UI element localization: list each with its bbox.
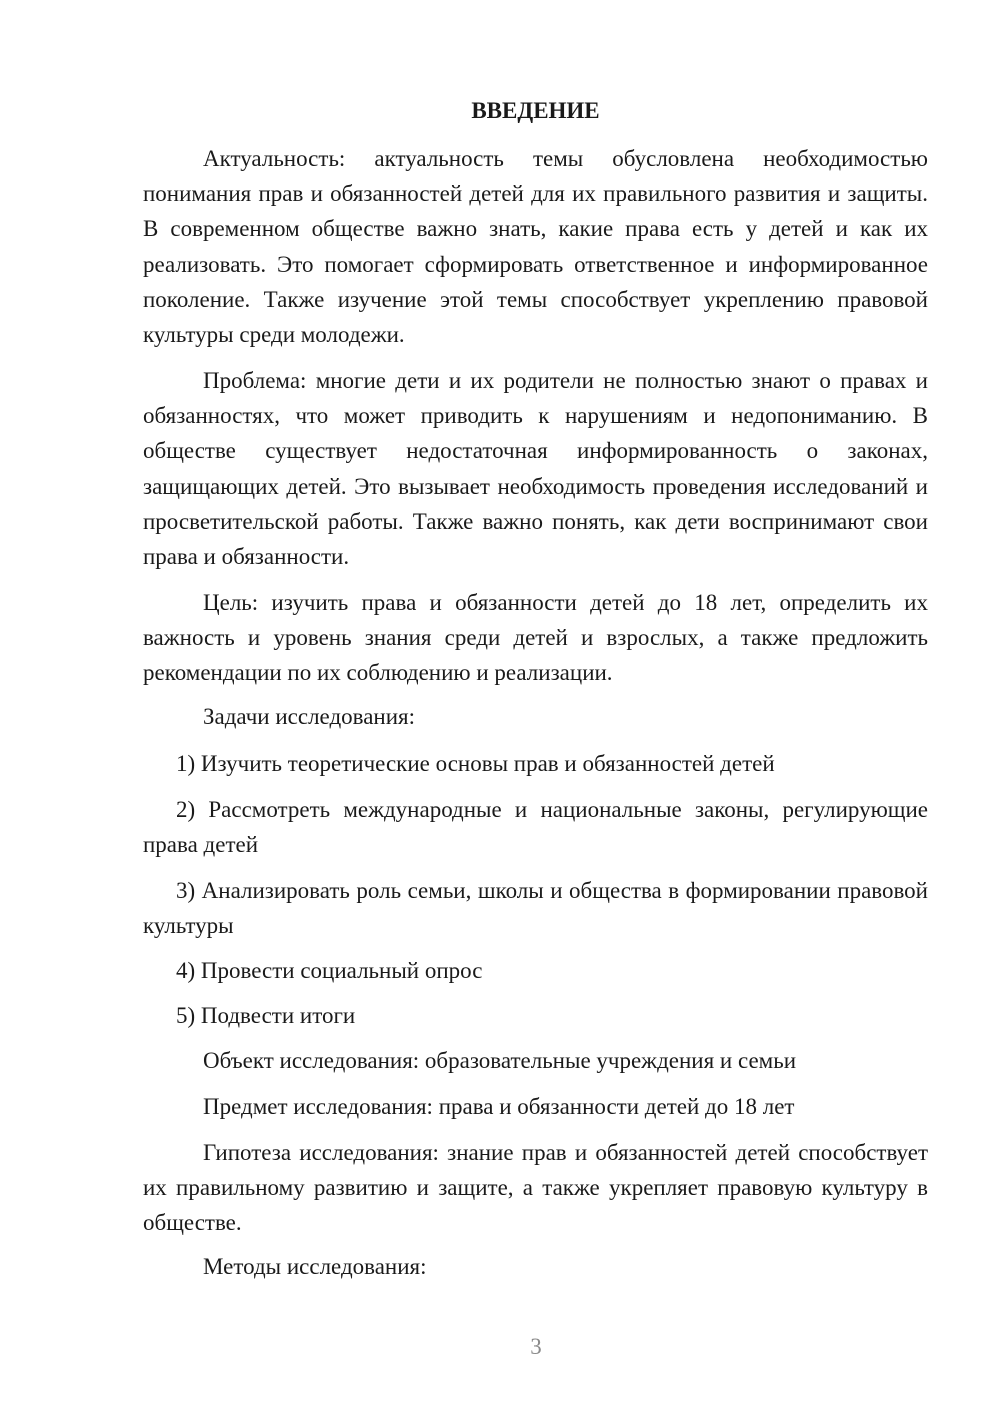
goal-paragraph: Цель: изучить права и обязанности детей до 18 лет, определить их важность и уровень знания среди детей и взрослых, а также предложить рекомендации по их соблюдению и реализации.	[143, 590, 928, 686]
object-block	[143, 1046, 928, 1076]
tasks-heading: Задачи исследования:	[203, 704, 416, 729]
task-2-block	[143, 792, 928, 862]
task-5-block	[143, 1001, 928, 1031]
task-item: 1) Изучить теоретические основы прав и обязанностей детей	[176, 751, 775, 776]
problem-block	[143, 363, 928, 574]
tasks-heading-block	[143, 702, 928, 732]
subject-paragraph: Предмет исследования: права и обязанности детей до 18 лет	[203, 1094, 795, 1119]
relevance-paragraph: Актуальность: актуальность темы обусловлена необходимостью понимания прав и обязанностей детей для их правильного развития и защиты. В современном обществе важно знать, какие права есть у детей и как их реализовать. Это помогает сформировать ответственное и информированное поколение. Также изучение этой темы способствует укреплению правовой культуры среди молодежи.	[143, 146, 928, 348]
task-3-block	[143, 873, 928, 943]
task-1-block	[143, 749, 928, 779]
object-paragraph: Объект исследования: образовательные учреждения и семьи	[203, 1048, 797, 1073]
hypothesis-block	[143, 1135, 928, 1241]
page-number: 3	[530, 1334, 542, 1359]
subject-block	[143, 1092, 928, 1122]
problem-paragraph: Проблема: многие дети и их родители не полностью знают о правах и обязанностях, что может приводить к нарушениям и недопониманию. В обществе существует недостаточная информированность о законах, защищающих детей. Это вызывает необходимость проведения исследований и просветительской работы. Также важно понять, как дети воспринимают свои права и обязанности.	[143, 368, 928, 570]
hypothesis-paragraph: Гипотеза исследования: знание прав и обязанностей детей способствует их правильному развитию и защите, а также укрепляет правовую культуру в обществе.	[143, 1140, 928, 1236]
methods-heading: Методы исследования:	[203, 1254, 427, 1279]
task-item: 3) Анализировать роль семьи, школы и общества в формировании правовой культуры	[143, 878, 928, 939]
methods-heading-block	[143, 1252, 928, 1282]
task-item: 4) Провести социальный опрос	[176, 958, 483, 983]
task-4-block	[143, 956, 928, 986]
section-title: ВВЕДЕНИЕ	[471, 98, 600, 123]
task-item: 2) Рассмотреть международные и национальные законы, регулирующие права детей	[143, 797, 928, 858]
task-item: 5) Подвести итоги	[176, 1003, 356, 1028]
relevance-block	[143, 141, 928, 352]
goal-block	[143, 585, 928, 691]
